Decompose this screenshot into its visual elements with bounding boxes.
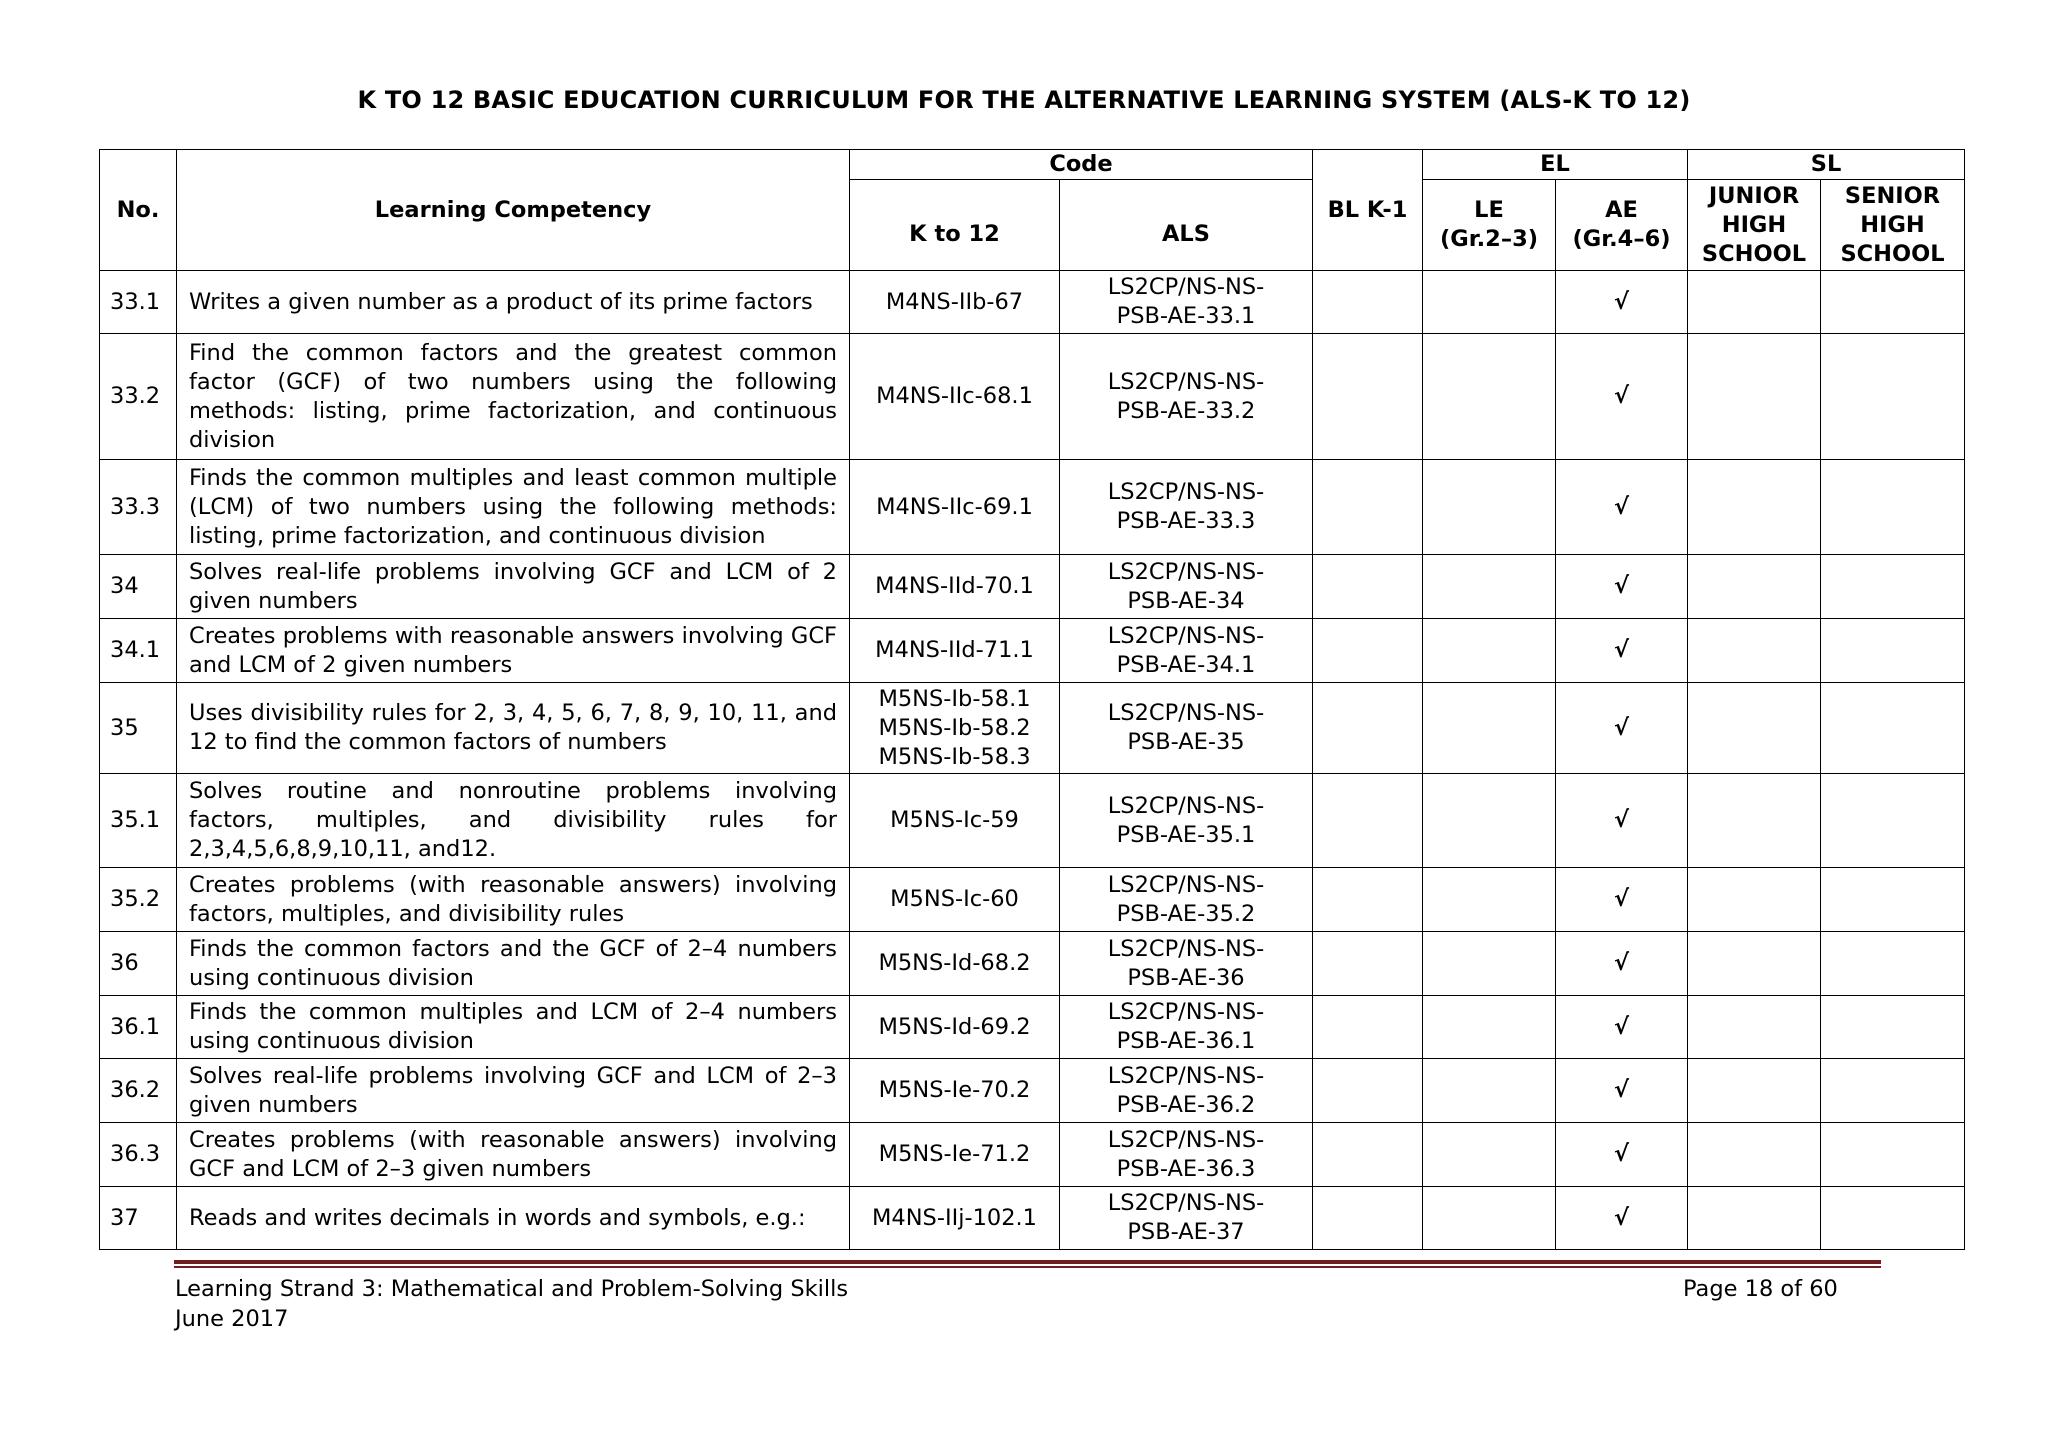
cell-ae: √ xyxy=(1556,1059,1688,1123)
cell-competency: Finds the common multiples and least common multiple (LCM) of two numbers using the following methods: listing, prime factorization, and continuous division xyxy=(177,460,850,555)
cell-jhs xyxy=(1688,555,1821,619)
cell-no: 34 xyxy=(100,555,177,619)
cell-als-code: LS2CP/NS-NS-PSB-AE-36.1 xyxy=(1060,996,1313,1059)
header-als: ALS xyxy=(1060,180,1313,271)
header-jhs: JUNIOR HIGH SCHOOL xyxy=(1688,180,1821,271)
header-k12: K to 12 xyxy=(850,180,1060,271)
cell-als-code: LS2CP/NS-NS-PSB-AE-36 xyxy=(1060,932,1313,996)
cell-k12-code: M5NS-Ie-71.2 xyxy=(850,1123,1060,1187)
footer-divider-thin xyxy=(174,1266,1881,1268)
cell-als-code: LS2CP/NS-NS-PSB-AE-33.2 xyxy=(1060,334,1313,460)
cell-k12-code: M5NS-Ic-59 xyxy=(850,774,1060,868)
cell-jhs xyxy=(1688,932,1821,996)
cell-k12-code: M4NS-IId-71.1 xyxy=(850,619,1060,683)
cell-k12-code: M4NS-IIc-69.1 xyxy=(850,460,1060,555)
cell-competency: Finds the common factors and the GCF of 2–4 numbers using continuous division xyxy=(177,932,850,996)
table-row xyxy=(100,271,1965,334)
cell-competency: Uses divisibility rules for 2, 3, 4, 5, 6, 7, 8, 9, 10, 11, and 12 to find the common factors of numbers xyxy=(177,683,850,774)
cell-bl xyxy=(1313,271,1423,334)
header-shs: SENIOR HIGH SCHOOL xyxy=(1821,180,1965,271)
cell-competency: Creates problems with reasonable answers involving GCF and LCM of 2 given numbers xyxy=(177,619,850,683)
cell-bl xyxy=(1313,1059,1423,1123)
table-row xyxy=(100,334,1965,460)
cell-ae: √ xyxy=(1556,996,1688,1059)
cell-ae: √ xyxy=(1556,932,1688,996)
cell-als-code: LS2CP/NS-NS-PSB-AE-33.1 xyxy=(1060,271,1313,334)
cell-ae: √ xyxy=(1556,868,1688,932)
cell-competency: Creates problems (with reasonable answers) involving GCF and LCM of 2–3 given numbers xyxy=(177,1123,850,1187)
cell-bl xyxy=(1313,334,1423,460)
cell-no: 36 xyxy=(100,932,177,996)
header-code: Code xyxy=(850,150,1313,180)
table-row xyxy=(100,1059,1965,1123)
cell-le xyxy=(1423,1123,1556,1187)
cell-jhs xyxy=(1688,996,1821,1059)
cell-shs xyxy=(1821,932,1965,996)
cell-bl xyxy=(1313,683,1423,774)
cell-le xyxy=(1423,619,1556,683)
cell-als-code: LS2CP/NS-NS-PSB-AE-37 xyxy=(1060,1187,1313,1250)
table-row xyxy=(100,774,1965,868)
table-row xyxy=(100,683,1965,774)
cell-als-code: LS2CP/NS-NS-PSB-AE-35.1 xyxy=(1060,774,1313,868)
cell-no: 35.2 xyxy=(100,868,177,932)
cell-k12-code: M5NS-Id-69.2 xyxy=(850,996,1060,1059)
cell-competency: Solves real-life problems involving GCF and LCM of 2–3 given numbers xyxy=(177,1059,850,1123)
table-row xyxy=(100,932,1965,996)
cell-k12-code: M5NS-Ie-70.2 xyxy=(850,1059,1060,1123)
cell-no: 35.1 xyxy=(100,774,177,868)
cell-ae: √ xyxy=(1556,1123,1688,1187)
cell-jhs xyxy=(1688,1187,1821,1250)
cell-le xyxy=(1423,774,1556,868)
cell-jhs xyxy=(1688,868,1821,932)
cell-shs xyxy=(1821,619,1965,683)
header-competency: Learning Competency xyxy=(177,150,850,271)
cell-shs xyxy=(1821,683,1965,774)
cell-ae: √ xyxy=(1556,619,1688,683)
cell-le xyxy=(1423,1059,1556,1123)
cell-competency: Solves routine and nonroutine problems involving factors, multiples, and divisibility rules for 2,3,4,5,6,8,9,10,11, and12. xyxy=(177,774,850,868)
cell-no: 36.3 xyxy=(100,1123,177,1187)
cell-als-code: LS2CP/NS-NS-PSB-AE-36.2 xyxy=(1060,1059,1313,1123)
cell-competency: Creates problems (with reasonable answers) involving factors, multiples, and divisibility rules xyxy=(177,868,850,932)
cell-shs xyxy=(1821,334,1965,460)
cell-le xyxy=(1423,555,1556,619)
cell-shs xyxy=(1821,868,1965,932)
cell-jhs xyxy=(1688,1123,1821,1187)
cell-jhs xyxy=(1688,683,1821,774)
cell-k12-code: M4NS-IId-70.1 xyxy=(850,555,1060,619)
footer-strand: Learning Strand 3: Mathematical and Problem-Solving Skills xyxy=(175,1276,849,1302)
table-row xyxy=(100,460,1965,555)
cell-no: 34.1 xyxy=(100,619,177,683)
header-le: LE (Gr.2–3) xyxy=(1423,180,1556,271)
cell-als-code: LS2CP/NS-NS-PSB-AE-34 xyxy=(1060,555,1313,619)
document-title: K TO 12 BASIC EDUCATION CURRICULUM FOR THE ALTERNATIVE LEARNING SYSTEM (ALS-K TO 12) xyxy=(357,86,1691,114)
cell-ae: √ xyxy=(1556,460,1688,555)
cell-ae: √ xyxy=(1556,334,1688,460)
cell-shs xyxy=(1821,460,1965,555)
cell-no: 33.2 xyxy=(100,334,177,460)
cell-k12-code: M4NS-IIc-68.1 xyxy=(850,334,1060,460)
table-header xyxy=(100,150,1965,271)
cell-bl xyxy=(1313,774,1423,868)
cell-bl xyxy=(1313,932,1423,996)
cell-k12-code: M5NS-Ib-58.1 M5NS-Ib-58.2 M5NS-Ib-58.3 xyxy=(850,683,1060,774)
cell-shs xyxy=(1821,996,1965,1059)
cell-le xyxy=(1423,271,1556,334)
cell-als-code: LS2CP/NS-NS-PSB-AE-35.2 xyxy=(1060,868,1313,932)
table-row xyxy=(100,996,1965,1059)
cell-k12-code: M5NS-Id-68.2 xyxy=(850,932,1060,996)
cell-shs xyxy=(1821,774,1965,868)
table-row xyxy=(100,619,1965,683)
header-ae: AE (Gr.4–6) xyxy=(1556,180,1688,271)
header-bl: BL K-1 xyxy=(1313,150,1423,271)
cell-ae: √ xyxy=(1556,1187,1688,1250)
cell-competency: Find the common factors and the greatest common factor (GCF) of two numbers using the following methods: listing, prime factorization, and continuous division xyxy=(177,334,850,460)
cell-ae: √ xyxy=(1556,271,1688,334)
cell-als-code: LS2CP/NS-NS-PSB-AE-36.3 xyxy=(1060,1123,1313,1187)
cell-shs xyxy=(1821,1187,1965,1250)
cell-bl xyxy=(1313,1123,1423,1187)
table-body xyxy=(100,271,1965,1250)
cell-le xyxy=(1423,460,1556,555)
cell-jhs xyxy=(1688,460,1821,555)
table-row xyxy=(100,1187,1965,1250)
footer-divider xyxy=(174,1260,1881,1264)
cell-le xyxy=(1423,1187,1556,1250)
cell-bl xyxy=(1313,555,1423,619)
cell-bl xyxy=(1313,868,1423,932)
cell-ae: √ xyxy=(1556,774,1688,868)
cell-no: 33.3 xyxy=(100,460,177,555)
cell-le xyxy=(1423,868,1556,932)
cell-bl xyxy=(1313,619,1423,683)
cell-ae: √ xyxy=(1556,555,1688,619)
cell-jhs xyxy=(1688,774,1821,868)
cell-competency: Finds the common multiples and LCM of 2–4 numbers using continuous division xyxy=(177,996,850,1059)
table-row xyxy=(100,1123,1965,1187)
cell-bl xyxy=(1313,460,1423,555)
cell-le xyxy=(1423,334,1556,460)
cell-competency: Reads and writes decimals in words and symbols, e.g.: xyxy=(177,1187,850,1250)
cell-als-code: LS2CP/NS-NS-PSB-AE-34.1 xyxy=(1060,619,1313,683)
footer-left xyxy=(175,1274,848,1334)
cell-le xyxy=(1423,683,1556,774)
cell-le xyxy=(1423,932,1556,996)
cell-no: 36.2 xyxy=(100,1059,177,1123)
header-no: No. xyxy=(100,150,177,271)
cell-shs xyxy=(1821,1059,1965,1123)
cell-shs xyxy=(1821,271,1965,334)
footer-date: June 2017 xyxy=(175,1306,289,1332)
curriculum-table xyxy=(99,149,1965,1250)
cell-k12-code: M4NS-IIb-67 xyxy=(850,271,1060,334)
cell-als-code: LS2CP/NS-NS-PSB-AE-35 xyxy=(1060,683,1313,774)
cell-le xyxy=(1423,996,1556,1059)
cell-ae: √ xyxy=(1556,683,1688,774)
cell-jhs xyxy=(1688,271,1821,334)
cell-no: 35 xyxy=(100,683,177,774)
footer-page: Page 18 of 60 xyxy=(1683,1276,1838,1302)
cell-competency: Solves real-life problems involving GCF and LCM of 2 given numbers xyxy=(177,555,850,619)
cell-shs xyxy=(1821,555,1965,619)
cell-bl xyxy=(1313,996,1423,1059)
cell-jhs xyxy=(1688,619,1821,683)
cell-no: 37 xyxy=(100,1187,177,1250)
header-el: EL xyxy=(1423,150,1688,180)
cell-jhs xyxy=(1688,334,1821,460)
table-row xyxy=(100,555,1965,619)
cell-no: 33.1 xyxy=(100,271,177,334)
cell-jhs xyxy=(1688,1059,1821,1123)
cell-k12-code: M4NS-IIj-102.1 xyxy=(850,1187,1060,1250)
cell-als-code: LS2CP/NS-NS-PSB-AE-33.3 xyxy=(1060,460,1313,555)
header-sl: SL xyxy=(1688,150,1965,180)
cell-competency: Writes a given number as a product of its prime factors xyxy=(177,271,850,334)
cell-shs xyxy=(1821,1123,1965,1187)
cell-k12-code: M5NS-Ic-60 xyxy=(850,868,1060,932)
cell-no: 36.1 xyxy=(100,996,177,1059)
cell-bl xyxy=(1313,1187,1423,1250)
table-row xyxy=(100,868,1965,932)
